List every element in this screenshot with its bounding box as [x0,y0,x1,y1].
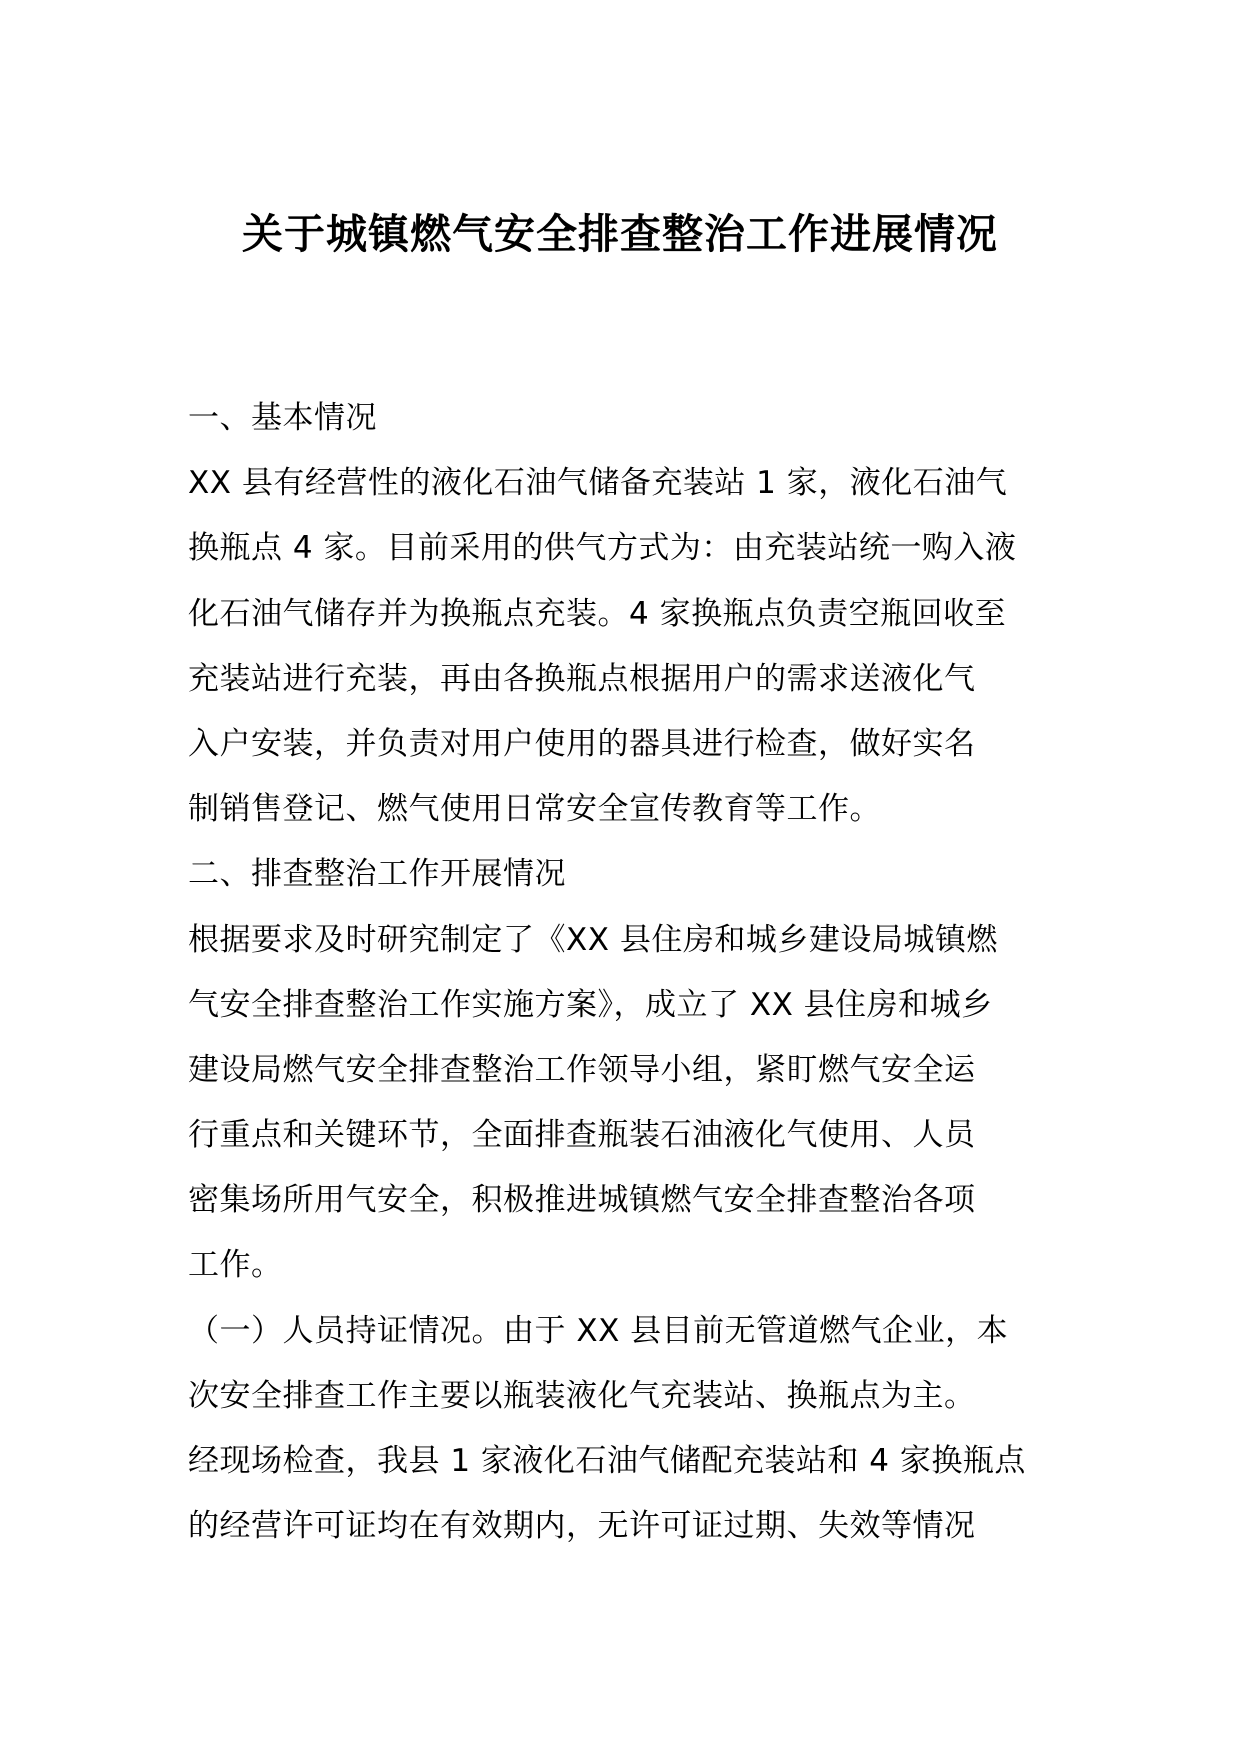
subsection-line-certification: （一）人员持证情况。由于 XX 县目前无管道燃气企业，本 [188,1312,1009,1349]
body-line: XX 县有经营性的液化石油气储备充装站 1 家，液化石油气 [188,465,1008,502]
body-line: 次安全排查工作主要以瓶装液化气充装站、换瓶点为主。 [188,1377,976,1414]
document-title: 关于城镇燃气安全排查整治工作进展情况 [242,210,998,258]
body-line: 的经营许可证均在有效期内，无许可证过期、失效等情况 [188,1508,976,1545]
body-line: 经现场检查，我县 1 家液化石油气储配充装站和 4 家换瓶点 [188,1443,1026,1479]
body-line: 制销售登记、燃气使用日常安全宣传教育等工作。 [188,791,881,828]
body-line: 气安全排查整治工作实施方案》，成立了 XX 县住房和城乡 [188,986,993,1023]
body-line: 化石油气储存并为换瓶点充装。4 家换瓶点负责空瓶回收至 [188,595,1007,632]
body-line: 建设局燃气安全排查整治工作领导小组，紧盯燃气安全运 [188,1051,976,1088]
body-line: 换瓶点 4 家。目前采用的供气方式为：由充装站统一购入液 [188,530,1017,567]
section-heading-rectification-progress: 二、排查整治工作开展情况 [188,856,566,893]
body-line: 根据要求及时研究制定了《XX 县住房和城乡建设局城镇燃 [188,921,998,958]
body-line: 工作。 [188,1247,283,1284]
body-line: 行重点和关键环节，全面排查瓶装石油液化气使用、人员 [188,1117,976,1154]
document-body [188,386,1058,1559]
body-line: 充装站进行充装，再由各换瓶点根据用户的需求送液化气 [188,660,976,697]
body-line: 入户安装，并负责对用户使用的器具进行检查，做好实名 [188,725,976,762]
body-line: 密集场所用气安全，积极推进城镇燃气安全排查整治各项 [188,1182,976,1219]
section-heading-basic-situation: 一、基本情况 [188,400,377,436]
